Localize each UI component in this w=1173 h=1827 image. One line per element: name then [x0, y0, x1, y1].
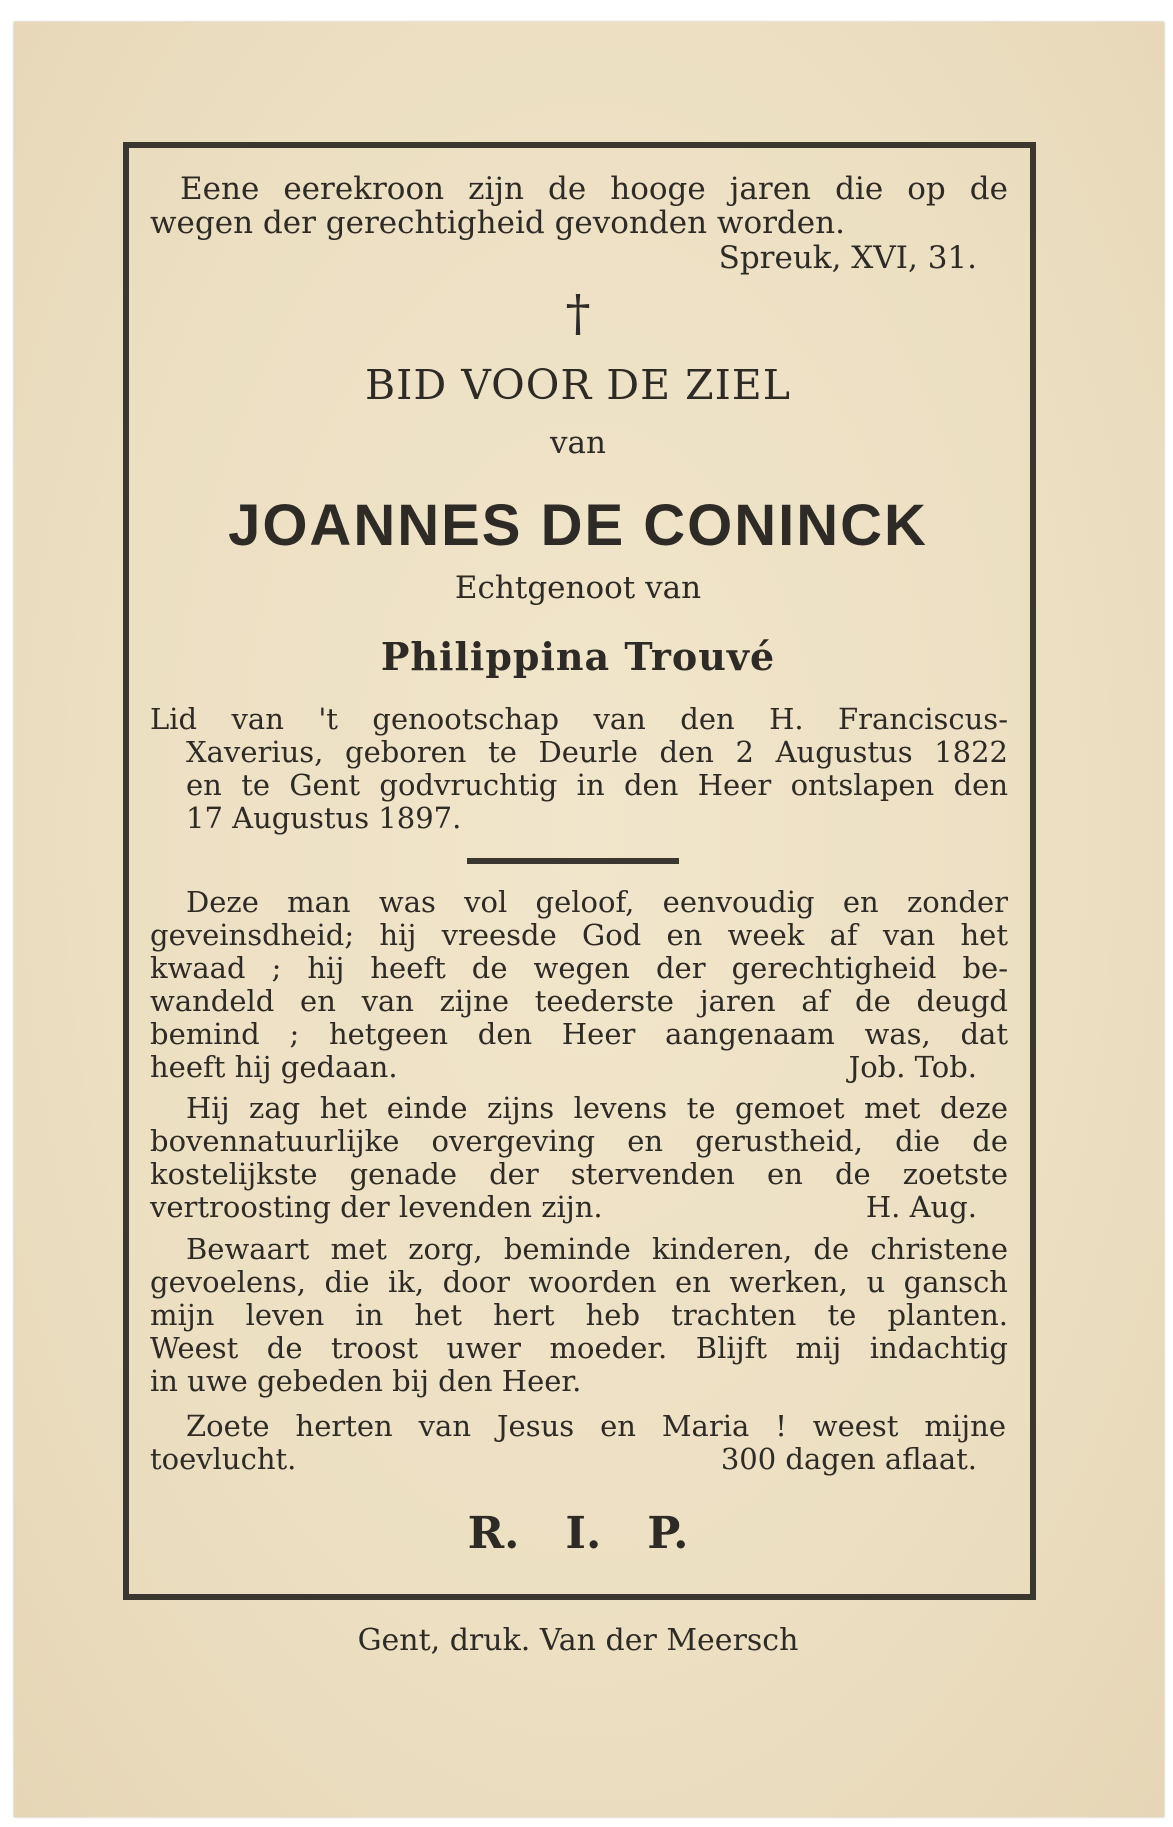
paragraph2-line-3: kostelijkste genade der stervenden en de zoetste: [150, 1158, 1008, 1191]
spouse-intro: Echtgenoot van: [454, 570, 702, 606]
prayer-heading: BID VOOR DE ZIEL: [365, 361, 791, 409]
bio-line-4: 17 Augustus 1897.: [186, 801, 462, 835]
paragraph3-last-line: in uwe gebeden bij den Heer.: [150, 1364, 582, 1398]
bio-line-3: en te Gent godvruchtig in den Heer ontslapen den: [186, 769, 1008, 802]
paragraph2-source: H. Aug.: [865, 1190, 977, 1224]
paragraph2-last-line: vertroosting der levenden zijn.: [150, 1190, 603, 1224]
paragraph4-line-1: Zoete herten van Jesus en Maria ! weest mijne: [186, 1410, 1006, 1443]
paragraph3-line-1: Bewaart met zorg, beminde kinderen, de christene: [186, 1233, 1008, 1266]
paragraph1-line-3: kwaad ; hij heeft de wegen der gerechtigheid be-: [150, 952, 1008, 985]
paragraph4-last-line: toevlucht.: [150, 1442, 297, 1476]
deceased-name: JOANNES DE CONINCK: [228, 493, 928, 558]
paragraph1-line-4: wandeld en van zijne teederste jaren af de deugd: [150, 985, 1008, 1018]
epigraph-line-1: Eene eerekroon zijn de hooge jaren die op de: [180, 171, 1008, 207]
paragraph2-line-2: bovennatuurlijke overgeving en gerustheid, die de: [150, 1125, 1008, 1158]
paragraph1-line-2: geveinsdheid; hij vreesde God en week af van het: [150, 919, 1008, 952]
paragraph1-line-5: bemind ; hetgeen den Heer aangenaam was, dat: [150, 1018, 1008, 1051]
cross-icon: †: [565, 284, 591, 342]
epigraph-line-2: wegen der gerechtigheid gevonden worden.: [150, 205, 845, 241]
paragraph2-line-1: Hij zag het einde zijns levens te gemoet met deze: [186, 1092, 1008, 1125]
bio-line-2: Xaverius, geboren te Deurle den 2 Augustus 1822: [186, 736, 1008, 769]
paragraph1-last-line: heeft hij gedaan.: [150, 1050, 398, 1084]
rip-text: R. I. P.: [467, 1508, 689, 1559]
spouse-name: Philippina Trouvé: [380, 634, 776, 679]
paragraph1-line-1: Deze man was vol geloof, eenvoudig en zonder: [186, 886, 1008, 919]
paragraph3-line-2: gevoelens, die ik, door woorden en werken, u gansch: [150, 1266, 1008, 1299]
printer-imprint: Gent, druk. Van der Meersch: [357, 1623, 799, 1658]
indulgence-text: 300 dagen aflaat.: [720, 1442, 977, 1476]
paragraph3-line-3: mijn leven in het hert heb trachten te planten.: [150, 1299, 1008, 1332]
van-label: van: [550, 425, 606, 461]
paragraph3-line-4: Weest de troost uwer moeder. Blijft mij indachtig: [150, 1332, 1008, 1365]
bio-line-1: Lid van 't genootschap van den H. Franciscus-: [150, 703, 1008, 736]
section-divider: [467, 858, 679, 864]
paragraph1-source: Job. Tob.: [848, 1050, 977, 1084]
epigraph-source: Spreuk, XVI, 31.: [718, 240, 977, 276]
